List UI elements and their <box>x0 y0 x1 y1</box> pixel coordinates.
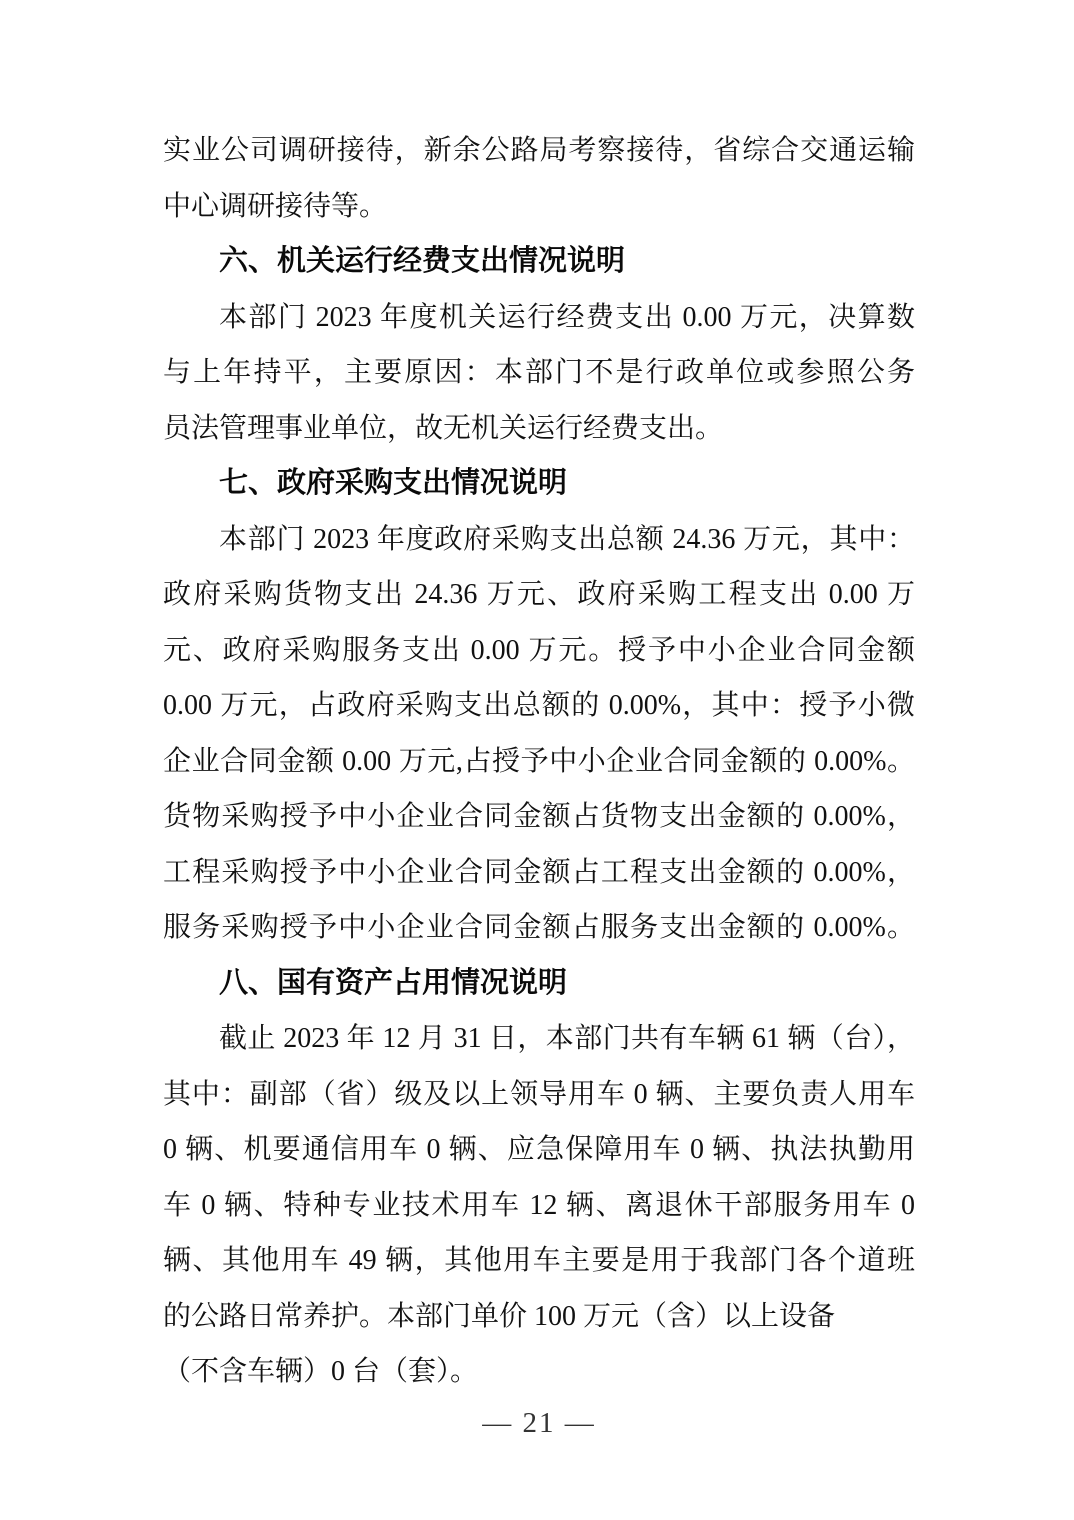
text-line: 企业合同金额 0.00 万元,占授予中小企业合同金额的 0.00%。 <box>163 745 915 777</box>
text-line: 政府采购货物支出 24.36 万元、政府采购工程支出 0.00 万 <box>163 579 915 610</box>
text-line: 截止 2023 年 12 月 31 日，本部门共有车辆 61 辆（台）， <box>219 1023 915 1054</box>
text-line: 服务采购授予中小企业合同金额占服务支出金额的 0.00%。 <box>163 912 915 943</box>
text-line: 其中：副部（省）级及以上领导用车 0 辆、主要负责人用车 <box>163 1078 915 1110</box>
text-line: 实业公司调研接待，新余公路局考察接待，省综合交通运输 <box>163 135 915 166</box>
text-block <box>163 123 915 1400</box>
text-line: 货物采购授予中小企业合同金额占货物支出金额的 0.00%， <box>163 801 915 832</box>
text-line: 本部门 2023 年度政府采购支出总额 24.36 万元，其中： <box>219 523 915 555</box>
text-line: 中心调研接待等。 <box>163 190 388 222</box>
text-line: （不含车辆）0 台（套）。 <box>163 1356 479 1387</box>
section-heading: 八、国有资产占用情况说明 <box>219 966 568 999</box>
text-line: 员法管理事业单位，故无机关运行经费支出。 <box>163 412 724 444</box>
page-footer <box>163 1406 915 1440</box>
text-line: 的公路日常养护。本部门单价 100 万元（含）以上设备 <box>163 1300 836 1332</box>
text-line: 本部门 2023 年度机关运行经费支出 0.00 万元，决算数 <box>219 301 915 333</box>
text-line: 0 辆、机要通信用车 0 辆、应急保障用车 0 辆、执法执勤用 <box>163 1134 915 1165</box>
text-line: 车 0 辆、特种专业技术用车 12 辆、离退休干部服务用车 0 <box>163 1189 915 1221</box>
text-line: 与上年持平，主要原因：本部门不是行政单位或参照公务 <box>163 357 915 388</box>
section-heading: 七、政府采购支出情况说明 <box>219 467 568 499</box>
section-heading: 六、机关运行经费支出情况说明 <box>219 245 626 277</box>
page-number: — 21 — <box>482 1407 596 1439</box>
text-line: 0.00 万元，占政府采购支出总额的 0.00%，其中：授予小微 <box>163 690 915 721</box>
text-line: 辆、其他用车 49 辆，其他用车主要是用于我部门各个道班 <box>163 1245 915 1276</box>
text-line: 元、政府采购服务支出 0.00 万元。授予中小企业合同金额 <box>163 634 915 666</box>
text-line: 工程采购授予中小企业合同金额占工程支出金额的 0.00%， <box>163 856 915 888</box>
